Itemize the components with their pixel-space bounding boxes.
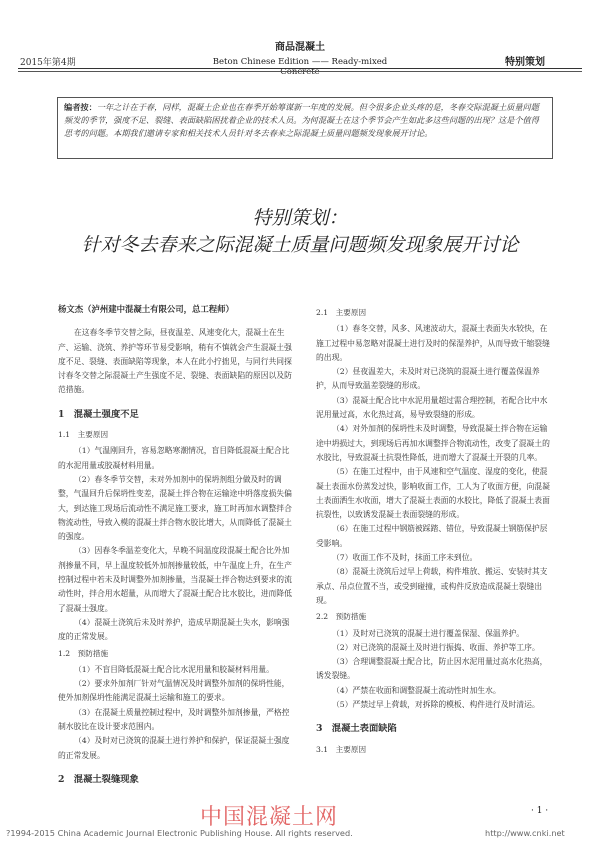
header-rule <box>18 68 582 69</box>
copyright-line: ?1994-2015 China Academic Journal Electronic Publishing House. All rights reserved. <box>6 828 353 838</box>
editor-note-box <box>57 97 553 159</box>
watermark: 中国混凝土网 <box>200 805 339 830</box>
paragraph: （6）在施工过程中钢筋被踩踏、错位，导致混凝土钢筋保护层受影响。 <box>316 524 548 548</box>
subsection-heading: 1.2 预防措施 <box>58 648 109 658</box>
editor-note-text: 一年之计在于春，同样，混凝土企业也在春季开始筹谋新一年度的发展。但令很多企业头疼的是，冬春交际混凝土质量问题频发的季节，强度不足、裂缝、表面缺陷困扰着企业的技术人员。为何混凝土在这个季节会产生如此多这些问题的出现？这是个值得思考的问题。本期我们邀请专家和相关技术人员针对冬去春来之际混凝土质量问题频发现象展开讨论。 <box>64 102 539 138</box>
header-column: 特别策划 <box>505 57 545 68</box>
journal-title-cn: 商品混凝土 <box>275 42 325 53</box>
section-heading: 1 混凝土强度不足 <box>58 408 139 420</box>
paragraph: （4）对外加剂的保坍性未及时调整，导致混凝土拌合物在运输途中坍损过大，到现场后再加水调整拌合物流动性，改变了混凝土的水胶比，导致混凝土抗裂性降低，进而增大了混凝土开裂的几率。 <box>316 424 550 462</box>
author: 杨文杰（泸州建中混凝土有限公司，总工程师） <box>58 304 234 314</box>
paragraph: （3）混凝土配合比中水泥用量超过需合理控制，若配合比中水泥用量过高，水化热过高，易导致裂缝的形成。 <box>316 395 548 420</box>
paragraph: （8）混凝土浇筑后过早上荷载，构件堆放、搬运、安装时其支承点、吊点位置不当，或受到碰撞，或构件反放造成混凝土裂缝出现。 <box>316 567 548 605</box>
subsection-heading: 2.2 预防措施 <box>316 612 367 622</box>
subsection-heading: 2.1 主要原因 <box>316 308 367 317</box>
paragraph: （3）在混凝土质量控制过程中，及时调整外加剂掺量，严格控制水胶比在设计要求范围内。 <box>58 707 290 732</box>
paragraph: （3）因春冬季温差变化大，早晚不间温度段混凝土配合比外加剂掺量不同，早上温度较低外加剂掺量较低，中午温度上升，在生产控制过程中若未及时调整外加剂掺量，当混凝土拌合物达到要求的流动性时，拌合用水超量，从而增大了混凝土配合比水胶比，进而降低了混凝土强度。 <box>58 546 292 613</box>
header-rule-thin <box>18 71 582 72</box>
right-column <box>316 304 554 759</box>
paragraph: （1）及时对已浇筑的混凝土进行覆盖保湿、保温养护。 <box>332 628 525 638</box>
paragraph: （2）要求外加剂厂针对气温情况及时调整外加剂的保坍性能，使外加剂保坍性能满足混凝土运输和施工的要求。 <box>58 679 290 703</box>
paragraph: （4）混凝土浇筑后未及时养护，造成早期混凝土失水，影响强度的正常发展。 <box>58 617 290 642</box>
section-heading: 3 混凝土表面缺陷 <box>316 723 397 735</box>
paragraph: （4）严禁在收面和调整混凝土流动性时加生水。 <box>332 685 501 695</box>
page-number: · 1 · <box>531 806 549 816</box>
journal-title-en: Beton Chinese Edition —— Ready-mixed Concrete <box>212 57 388 77</box>
paragraph: （5）严禁过早上荷载，对拆除的模板、构件进行及时清运。 <box>332 700 540 710</box>
paragraph: （2）昼夜温差大，未及时对已浇筑的混凝土进行覆盖保温养护，从而导致温差裂缝的形成。 <box>316 367 540 391</box>
cnki-link[interactable]: http://www.cnki.net <box>485 828 565 838</box>
header-issue: 2015年第4期 <box>20 58 76 68</box>
paragraph: （2）春冬季节交替，未对外加剂中的保坍剂组分做及时的调整，气温回升后保坍性变差，混凝土拌合物在运输途中坍落度损失偏大，到达施工现场后流动性不满足施工要求，施工时再加水调整拌合物流动性，导致入模的混凝土拌合物水胶比增大，从而降低了混凝土的强度。 <box>58 474 292 542</box>
paragraph: （1）气温刚回升，容易忽略寒潮情况，盲目降低混凝土配合比的水泥用量或胶凝材料用量。 <box>58 446 290 470</box>
left-column <box>58 302 296 793</box>
paragraph: （1）不盲目降低混凝土配合比水泥用量和胶凝材料用量。 <box>74 664 274 674</box>
editor-note-label: 编者按： <box>64 102 97 112</box>
paragraph: （5）在施工过程中，由于风速和空气温度、湿度的变化，使混凝土表面水份蒸发过快，影响收面工作，工人为了收面方便，向混凝土表面洒生水收面，增大了混凝土表面的水胶比，降低了混凝土表面抗裂性，以致诱发混凝土表面裂缝的形成。 <box>316 467 550 520</box>
subsection-heading: 1.1 主要原因 <box>58 430 109 440</box>
subsection-heading: 3.1 主要原因 <box>316 744 367 754</box>
paragraph: （7）收面工作不及时，抹面工序未到位。 <box>332 553 478 563</box>
paragraph: （1）春冬交替，风多、风速波动大，混凝土表面失水较快，在施工过程中易忽略对混凝土进行及时的保湿养护，从而导致干缩裂缝的出现。 <box>316 324 550 362</box>
article-title-line1: 特别策划： <box>252 207 348 229</box>
paragraph: 在这春冬季节交替之际，昼夜温差、风速变化大，混凝土在生产、运输、浇筑、养护等环节易受影响，稍有不慎就会产生混凝土强度不足、裂缝、表面缺陷等现象，本人在此小拧拙见，与同行共同探讨春冬交替之际混凝土产生强度不足、裂缝、表面缺陷的原因以及防范措施。 <box>58 328 292 395</box>
section-heading: 2 混凝土裂缝现象 <box>58 773 139 785</box>
paragraph: （3）合理调整混凝土配合比，防止因水泥用量过高水化热高，诱发裂缝。 <box>316 657 548 681</box>
paragraph: （4）及时对已浇筑的混凝土进行养护和保护，保证混凝土强度的正常发展。 <box>58 736 290 760</box>
article-title-line2: 针对冬去春来之际混凝土质量问题频发现象展开讨论 <box>81 234 519 256</box>
paragraph: （2）对已浇筑的混凝土及时进行振捣、收面、养护等工序。 <box>332 642 540 652</box>
